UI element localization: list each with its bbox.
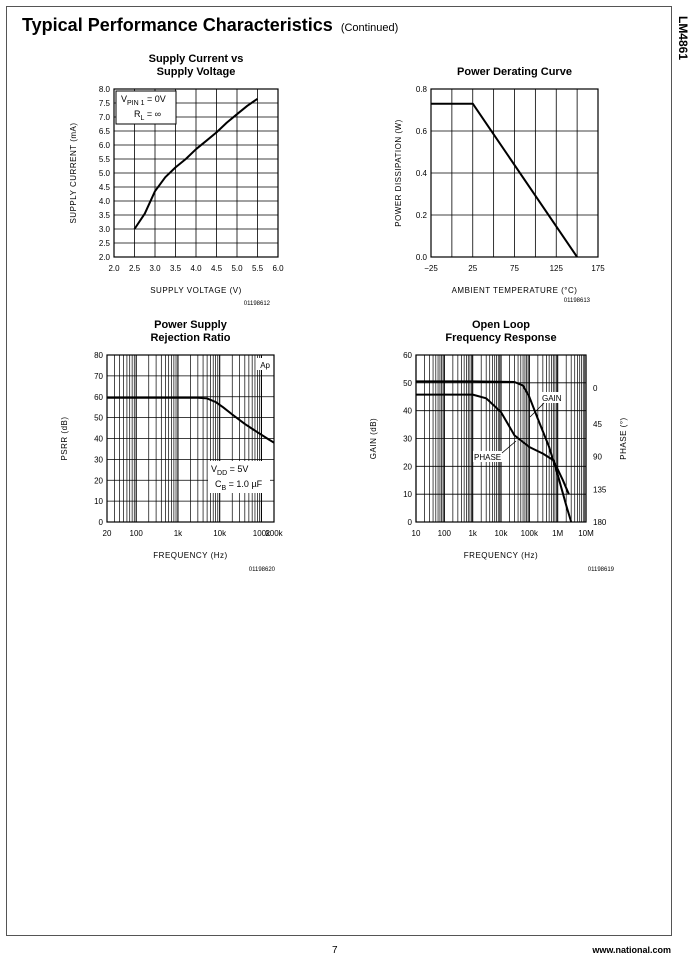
x-tick-label: 6.0 — [272, 264, 284, 273]
y-tick-label: 3.0 — [98, 225, 110, 234]
x-tick-label: 100k — [252, 529, 271, 538]
annotation-cb: $C_B = 1.0$ µF — [215, 479, 263, 492]
y-tick-label: 60 — [94, 392, 103, 402]
y-tick-label: 7.0 — [98, 113, 110, 122]
y-tick-label: 50 — [403, 378, 412, 388]
x-tick-label: 10M — [578, 529, 594, 538]
phase-leader-line — [502, 441, 516, 453]
y2-axis-label: PHASE (°) — [619, 417, 628, 460]
chart-title-line: Power Derating Curve — [457, 66, 572, 78]
chart-title-line: Open Loop — [471, 319, 531, 331]
y-tick-label: 6.5 — [98, 127, 110, 136]
x-tick-label: 125 — [549, 264, 563, 273]
x-tick-label: 3.0 — [149, 264, 161, 273]
x-tick-label: 20 — [102, 529, 112, 538]
y-tick-label: 6.0 — [98, 141, 110, 150]
y-tick-label: 0.4 — [415, 169, 427, 178]
y-tick-label: 20 — [403, 462, 412, 472]
figure-id: 01198612 — [243, 301, 270, 307]
y-tick-label: 0 — [407, 518, 412, 527]
y-tick-label: 60 — [403, 351, 412, 360]
y2-tick-label: 90 — [593, 452, 602, 462]
x-tick-label: 10k — [494, 529, 508, 538]
chart-title-line: Power Supply — [154, 319, 227, 331]
x-tick-label: 75 — [510, 264, 519, 273]
side-part-number-text: LM4861 — [676, 15, 690, 61]
y-tick-label: 10 — [403, 490, 412, 500]
x-tick-label: 2.5 — [128, 264, 141, 273]
x-tick-label: 3.5 — [169, 264, 182, 273]
y-axis-label: PSRR (dB) — [60, 416, 69, 461]
x-tick-label: 100k — [520, 529, 539, 538]
page-number: 7 — [332, 945, 338, 956]
continued-label: (Continued) — [340, 22, 399, 34]
x-tick-label: 5.5 — [251, 264, 264, 273]
x-tick-label: 1k — [173, 529, 183, 538]
x-tick-label: 100 — [437, 529, 452, 538]
y-axis-label: SUPPLY CURRENT (mA) — [69, 122, 78, 224]
y-tick-label: 0 — [98, 518, 103, 527]
x-tick-label: 100 — [129, 529, 143, 538]
x-tick-label: −25 — [424, 264, 438, 273]
y2-tick-label: 180 — [593, 518, 607, 527]
y-tick-label: 4.5 — [98, 183, 110, 192]
y-tick-label: 40 — [403, 406, 412, 416]
y-tick-label: 3.5 — [98, 211, 110, 220]
y-tick-label: 4.0 — [98, 197, 110, 206]
y-tick-label: 20 — [94, 476, 103, 486]
figure-id: 01198613 — [563, 298, 590, 304]
x-tick-label: 4.0 — [190, 264, 202, 273]
y-tick-label: 0.6 — [415, 127, 427, 136]
x-tick-label: 5.0 — [231, 264, 243, 273]
chart-title-line: Supply Voltage — [156, 66, 236, 78]
y-tick-label: 2.5 — [98, 239, 110, 248]
chart-title-line: Supply Current vs — [148, 53, 244, 65]
x-tick-label: 25 — [468, 264, 478, 273]
page-title-text: Typical Performance Characteristics — [22, 15, 333, 35]
y-tick-label: 7.5 — [98, 99, 110, 108]
y-tick-label: 5.5 — [98, 155, 110, 164]
x-tick-label: 2.0 — [108, 264, 120, 273]
gain-series-label: GAIN — [542, 394, 562, 403]
x-tick-label: 4.5 — [210, 264, 223, 273]
y2-tick-label: 135 — [593, 485, 607, 495]
x-axis-label: FREQUENCY (Hz) — [153, 551, 228, 560]
y-tick-label: 70 — [94, 371, 103, 381]
annotation-vpin: $V_{PIN 1} = 0V$ — [121, 94, 166, 107]
x-tick-label: 1M — [552, 529, 564, 538]
chart-title-line: Frequency Response — [445, 332, 557, 344]
x-axis-label: FREQUENCY (Hz) — [463, 551, 539, 560]
annotation-ap: Ap — [260, 361, 270, 370]
y-tick-label: 8.0 — [98, 85, 110, 94]
y-tick-label: 30 — [94, 455, 103, 465]
annotation-rl: $R_L$ = ∞ — [134, 109, 162, 122]
x-tick-label: 200k — [265, 529, 283, 538]
x-axis-label: SUPPLY VOLTAGE (V) — [150, 286, 242, 295]
x-axis-label: AMBIENT TEMPERATURE (°C) — [451, 286, 578, 295]
figure-id: 01198620 — [248, 567, 275, 573]
y-tick-label: 0.2 — [415, 211, 427, 220]
y-tick-label: 0.0 — [415, 253, 427, 262]
figure-id: 01198619 — [587, 567, 614, 573]
y-tick-label: 0.8 — [415, 85, 427, 94]
y-tick-label: 40 — [94, 434, 103, 444]
y-tick-label: 2.0 — [98, 253, 110, 262]
website-link[interactable]: www.national.com — [592, 945, 671, 955]
y-tick-label: 80 — [94, 351, 103, 360]
y-tick-label: 50 — [94, 413, 103, 423]
x-tick-label: 175 — [591, 264, 605, 273]
x-tick-label: 10k — [213, 529, 227, 538]
chart-title-line: Rejection Ratio — [150, 332, 231, 344]
x-tick-label: 1k — [468, 529, 477, 538]
y-axis-label: POWER DISSIPATION (W) — [394, 119, 403, 227]
y-tick-label: 30 — [403, 434, 412, 444]
y2-tick-label: 0 — [593, 384, 598, 393]
annotation-vdd: $V_{DD} = 5V$ — [211, 464, 249, 477]
y2-tick-label: 45 — [593, 419, 602, 429]
y-tick-label: 10 — [94, 497, 103, 507]
y-tick-label: 5.0 — [98, 169, 110, 178]
phase-series-label: PHASE — [474, 453, 502, 462]
y-axis-label: GAIN (dB) — [369, 417, 378, 460]
x-tick-label: 10 — [411, 529, 421, 538]
